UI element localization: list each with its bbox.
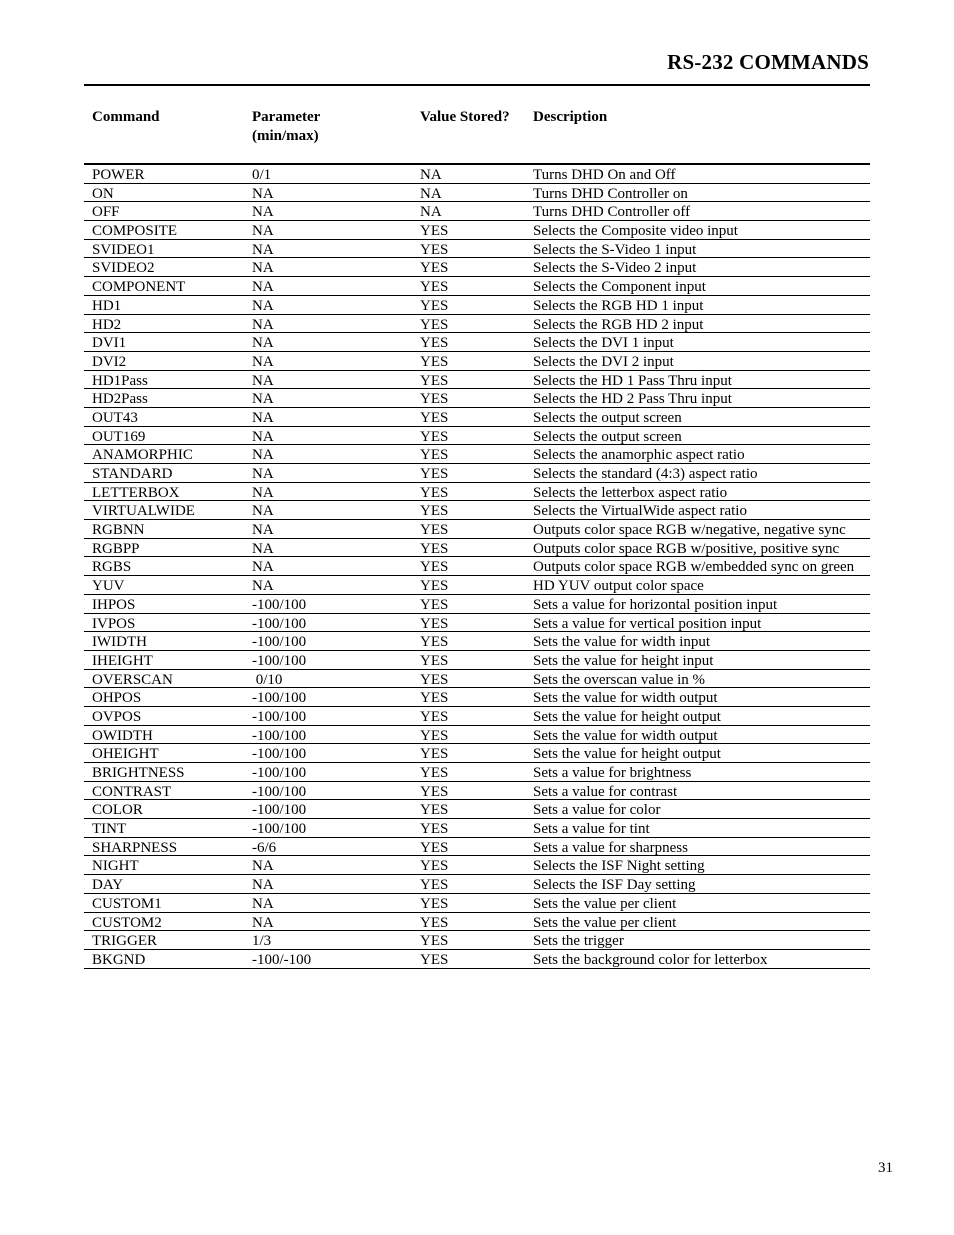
- table-row: [84, 408, 870, 427]
- cell-command: OVPOS: [92, 708, 142, 725]
- cell-description: Selects the S-Video 1 input: [533, 241, 697, 258]
- cell-parameter: -100/100: [252, 690, 307, 707]
- table-row: [84, 782, 870, 801]
- cell-command: COMPONENT: [92, 279, 186, 296]
- cell-parameter: NA: [252, 484, 274, 501]
- cell-parameter: 0/1: [252, 167, 272, 183]
- table-row: [84, 557, 870, 576]
- cell-parameter: NA: [252, 447, 274, 464]
- cell-value-stored: YES: [420, 821, 449, 838]
- table-row: [84, 464, 870, 483]
- cell-parameter: NA: [252, 522, 274, 539]
- cell-description: Selects the DVI 2 input: [533, 353, 674, 370]
- cell-parameter: -100/100: [252, 596, 307, 613]
- cell-parameter: 1/3: [252, 933, 272, 950]
- table-row: [84, 913, 870, 932]
- cell-command: CONTRAST: [92, 783, 172, 800]
- cell-command: HD1: [92, 297, 122, 314]
- cell-description: Selects the RGB HD 1 input: [533, 297, 704, 314]
- table-row: [84, 707, 870, 726]
- cell-command: STANDARD: [92, 466, 173, 482]
- cell-parameter: -100/100: [252, 652, 307, 669]
- cell-command: CUSTOM1: [92, 895, 162, 912]
- cell-command: ON: [92, 185, 114, 202]
- cell-description: Sets the value for height output: [533, 746, 721, 763]
- header-value-stored: Value Stored?: [420, 109, 510, 125]
- cell-value-stored: YES: [420, 279, 449, 296]
- table-row: [84, 445, 870, 464]
- table-row: [84, 501, 870, 520]
- table-row: [84, 875, 870, 894]
- cell-value-stored: YES: [420, 914, 449, 931]
- table-row: [84, 371, 870, 390]
- cell-command: OUT43: [92, 409, 138, 426]
- cell-value-stored: YES: [420, 839, 449, 856]
- cell-parameter: NA: [252, 877, 274, 894]
- cell-command: CUSTOM2: [92, 914, 162, 931]
- table-row: [84, 165, 870, 184]
- cell-parameter: NA: [252, 316, 274, 333]
- table-header: [84, 108, 870, 165]
- cell-command: RGBPP: [92, 540, 140, 557]
- cell-description: Sets the value per client: [533, 895, 677, 912]
- cell-command: OHEIGHT: [92, 746, 159, 763]
- page-number: 31: [878, 1160, 893, 1176]
- cell-parameter: NA: [252, 409, 274, 426]
- cell-value-stored: YES: [420, 708, 449, 725]
- cell-value-stored: YES: [420, 484, 449, 501]
- cell-command: IHPOS: [92, 596, 136, 613]
- cell-command: IVPOS: [92, 615, 136, 632]
- cell-value-stored: YES: [420, 895, 449, 912]
- cell-value-stored: YES: [420, 578, 449, 595]
- cell-command: ANAMORPHIC: [92, 447, 193, 464]
- header-parameter: [252, 108, 320, 146]
- cell-parameter: -100/100: [252, 746, 307, 763]
- cell-value-stored: YES: [420, 783, 449, 800]
- cell-command: RGBNN: [92, 522, 145, 539]
- cell-value-stored: YES: [420, 540, 449, 557]
- cell-parameter: NA: [252, 559, 274, 576]
- cell-description: Sets the value for height output: [533, 708, 721, 725]
- cell-parameter: 0/10: [252, 671, 283, 688]
- table-row: [84, 800, 870, 819]
- cell-description: Sets a value for contrast: [533, 783, 678, 800]
- cell-command: NIGHT: [92, 858, 139, 875]
- cell-value-stored: YES: [420, 372, 449, 389]
- cell-command: RGBS: [92, 559, 132, 576]
- cell-parameter: NA: [252, 372, 274, 389]
- table-row: [84, 221, 870, 240]
- cell-parameter: NA: [252, 914, 274, 931]
- table-row: [84, 389, 870, 408]
- table-row: [84, 315, 870, 334]
- cell-description: Sets a value for tint: [533, 821, 650, 838]
- cell-command: OHPOS: [92, 690, 142, 707]
- cell-command: HD1Pass: [92, 372, 148, 389]
- cell-parameter: NA: [252, 391, 274, 408]
- cell-value-stored: YES: [420, 671, 449, 688]
- table-row: [84, 240, 870, 259]
- cell-description: Sets the background color for letterbox: [533, 951, 768, 968]
- header-parameter-line1: Parameter: [252, 109, 321, 125]
- cell-parameter: -100/100: [252, 727, 307, 744]
- cell-description: Sets the value for width output: [533, 690, 718, 707]
- cell-command: DVI1: [92, 335, 127, 352]
- cell-parameter: -100/100: [252, 708, 307, 725]
- table-row: [84, 333, 870, 352]
- table-row: [84, 520, 870, 539]
- cell-value-stored: YES: [420, 877, 449, 894]
- table-row: [84, 726, 870, 745]
- cell-value-stored: YES: [420, 559, 449, 576]
- cell-description: Sets the value for width output: [533, 727, 718, 744]
- cell-value-stored: YES: [420, 522, 449, 539]
- cell-parameter: NA: [252, 297, 274, 314]
- table-row: [84, 184, 870, 203]
- table-row: [84, 352, 870, 371]
- cell-value-stored: YES: [420, 596, 449, 613]
- cell-command: COLOR: [92, 802, 143, 819]
- cell-value-stored: YES: [420, 615, 449, 632]
- cell-description: Sets the trigger: [533, 933, 624, 950]
- page-title: RS-232 COMMANDS: [667, 50, 869, 74]
- cell-description: Selects the letterbox aspect ratio: [533, 484, 728, 501]
- cell-command: VIRTUALWIDE: [92, 503, 195, 520]
- cell-value-stored: YES: [420, 316, 449, 333]
- cell-value-stored: NA: [420, 167, 442, 183]
- cell-value-stored: YES: [420, 933, 449, 950]
- cell-command: OUT169: [92, 428, 146, 445]
- cell-value-stored: YES: [420, 503, 449, 520]
- cell-command: OVERSCAN: [92, 671, 173, 688]
- table-row: [84, 763, 870, 782]
- cell-description: Selects the output screen: [533, 428, 682, 445]
- cell-command: OFF: [92, 204, 120, 221]
- cell-command: SHARPNESS: [92, 839, 178, 856]
- cell-value-stored: YES: [420, 466, 449, 482]
- cell-description: Selects the anamorphic aspect ratio: [533, 447, 745, 464]
- cell-parameter: NA: [252, 503, 274, 520]
- cell-value-stored: YES: [420, 260, 449, 277]
- cell-command: SVIDEO2: [92, 260, 155, 277]
- table-row: [84, 576, 870, 595]
- cell-description: Sets the value for height input: [533, 652, 714, 669]
- cell-description: Sets a value for sharpness: [533, 839, 688, 856]
- cell-description: Turns DHD Controller on: [533, 185, 688, 202]
- cell-value-stored: YES: [420, 746, 449, 763]
- table-row: [84, 931, 870, 950]
- cell-description: Sets the value for width input: [533, 634, 711, 651]
- cell-parameter: -100/100: [252, 615, 307, 632]
- cell-description: Selects the RGB HD 2 input: [533, 316, 704, 333]
- table-row: [84, 670, 870, 689]
- commands-table: [84, 108, 870, 969]
- cell-parameter: NA: [252, 466, 274, 482]
- cell-parameter: -100/100: [252, 802, 307, 819]
- table-row: [84, 894, 870, 913]
- header-parameter-line2: (min/max): [252, 128, 319, 144]
- table-row: [84, 614, 870, 633]
- cell-parameter: NA: [252, 260, 274, 277]
- cell-parameter: -100/100: [252, 783, 307, 800]
- table-row: [84, 688, 870, 707]
- cell-command: OWIDTH: [92, 727, 153, 744]
- cell-parameter: NA: [252, 279, 274, 296]
- table-row: [84, 258, 870, 277]
- cell-parameter: NA: [252, 540, 274, 557]
- cell-parameter: NA: [252, 335, 274, 352]
- cell-parameter: NA: [252, 204, 274, 221]
- cell-description: Selects the Component input: [533, 279, 706, 296]
- cell-value-stored: YES: [420, 353, 449, 370]
- table-row: [84, 539, 870, 558]
- cell-parameter: -100/100: [252, 821, 307, 838]
- cell-value-stored: YES: [420, 297, 449, 314]
- cell-parameter: -100/100: [252, 765, 307, 781]
- cell-value-stored: YES: [420, 391, 449, 408]
- cell-command: DVI2: [92, 353, 127, 370]
- cell-value-stored: YES: [420, 802, 449, 819]
- cell-parameter: NA: [252, 428, 274, 445]
- table-row: [84, 950, 870, 969]
- cell-parameter: -100/100: [252, 634, 307, 651]
- cell-parameter: NA: [252, 895, 274, 912]
- cell-description: Selects the output screen: [533, 409, 682, 426]
- cell-description: HD YUV output color space: [533, 578, 704, 595]
- cell-description: Selects the ISF Night setting: [533, 858, 705, 875]
- table-row: [84, 632, 870, 651]
- cell-command: COMPOSITE: [92, 223, 178, 240]
- cell-value-stored: YES: [420, 223, 449, 240]
- cell-value-stored: YES: [420, 634, 449, 651]
- cell-command: BRIGHTNESS: [92, 765, 185, 781]
- table-body: [84, 165, 870, 969]
- cell-description: Selects the HD 2 Pass Thru input: [533, 391, 732, 408]
- cell-command: IWIDTH: [92, 634, 147, 651]
- cell-parameter: NA: [252, 578, 274, 595]
- cell-description: Selects the HD 1 Pass Thru input: [533, 372, 732, 389]
- cell-parameter: NA: [252, 858, 274, 875]
- cell-value-stored: YES: [420, 765, 449, 781]
- cell-description: Sets the overscan value in %: [533, 671, 706, 688]
- cell-description: Outputs color space RGB w/positive, positive sync: [533, 540, 840, 557]
- cell-parameter: -6/6: [252, 839, 277, 856]
- cell-parameter: -100/-100: [252, 951, 312, 968]
- cell-description: Outputs color space RGB w/embedded sync on green: [533, 559, 855, 576]
- cell-description: Selects the DVI 1 input: [533, 335, 674, 352]
- cell-value-stored: YES: [420, 951, 449, 968]
- cell-value-stored: NA: [420, 185, 442, 202]
- cell-command: HD2: [92, 316, 122, 333]
- cell-description: Turns DHD On and Off: [533, 167, 676, 183]
- cell-command: LETTERBOX: [92, 484, 180, 501]
- cell-value-stored: NA: [420, 204, 442, 221]
- cell-description: Outputs color space RGB w/negative, negative sync: [533, 522, 846, 539]
- table-row: [84, 595, 870, 614]
- cell-parameter: NA: [252, 241, 274, 258]
- cell-description: Sets a value for vertical position input: [533, 615, 762, 632]
- table-row: [84, 856, 870, 875]
- cell-description: Sets a value for brightness: [533, 765, 692, 781]
- cell-value-stored: YES: [420, 241, 449, 258]
- header-description: Description: [533, 109, 608, 125]
- cell-value-stored: YES: [420, 335, 449, 352]
- cell-value-stored: YES: [420, 690, 449, 707]
- cell-value-stored: YES: [420, 447, 449, 464]
- cell-value-stored: YES: [420, 858, 449, 875]
- cell-description: Turns DHD Controller off: [533, 204, 691, 221]
- cell-command: IHEIGHT: [92, 652, 153, 669]
- cell-command: HD2Pass: [92, 391, 148, 408]
- cell-command: DAY: [92, 877, 124, 894]
- cell-description: Selects the standard (4:3) aspect ratio: [533, 466, 758, 482]
- table-row: [84, 819, 870, 838]
- cell-value-stored: YES: [420, 652, 449, 669]
- cell-command: TRIGGER: [92, 933, 157, 950]
- title-rule: [84, 84, 870, 86]
- cell-description: Selects the VirtualWide aspect ratio: [533, 503, 747, 520]
- table-row: [84, 277, 870, 296]
- cell-description: Selects the S-Video 2 input: [533, 260, 697, 277]
- cell-command: SVIDEO1: [92, 241, 155, 258]
- cell-command: TINT: [92, 821, 127, 838]
- table-row: [84, 483, 870, 502]
- cell-command: BKGND: [92, 951, 146, 968]
- table-row: [84, 296, 870, 315]
- cell-description: Selects the ISF Day setting: [533, 877, 696, 894]
- cell-command: POWER: [92, 167, 145, 183]
- cell-parameter: NA: [252, 223, 274, 240]
- cell-value-stored: YES: [420, 428, 449, 445]
- cell-description: Sets a value for color: [533, 802, 661, 819]
- cell-value-stored: YES: [420, 409, 449, 426]
- table-row: [84, 202, 870, 221]
- cell-description: Selects the Composite video input: [533, 223, 738, 240]
- cell-description: Sets a value for horizontal position input: [533, 596, 778, 613]
- cell-description: Sets the value per client: [533, 914, 677, 931]
- header-command: Command: [92, 109, 160, 125]
- table-row: [84, 838, 870, 857]
- table-row: [84, 427, 870, 446]
- cell-command: YUV: [92, 578, 125, 595]
- cell-value-stored: YES: [420, 727, 449, 744]
- cell-parameter: NA: [252, 353, 274, 370]
- cell-parameter: NA: [252, 185, 274, 202]
- table-row: [84, 744, 870, 763]
- table-row: [84, 651, 870, 670]
